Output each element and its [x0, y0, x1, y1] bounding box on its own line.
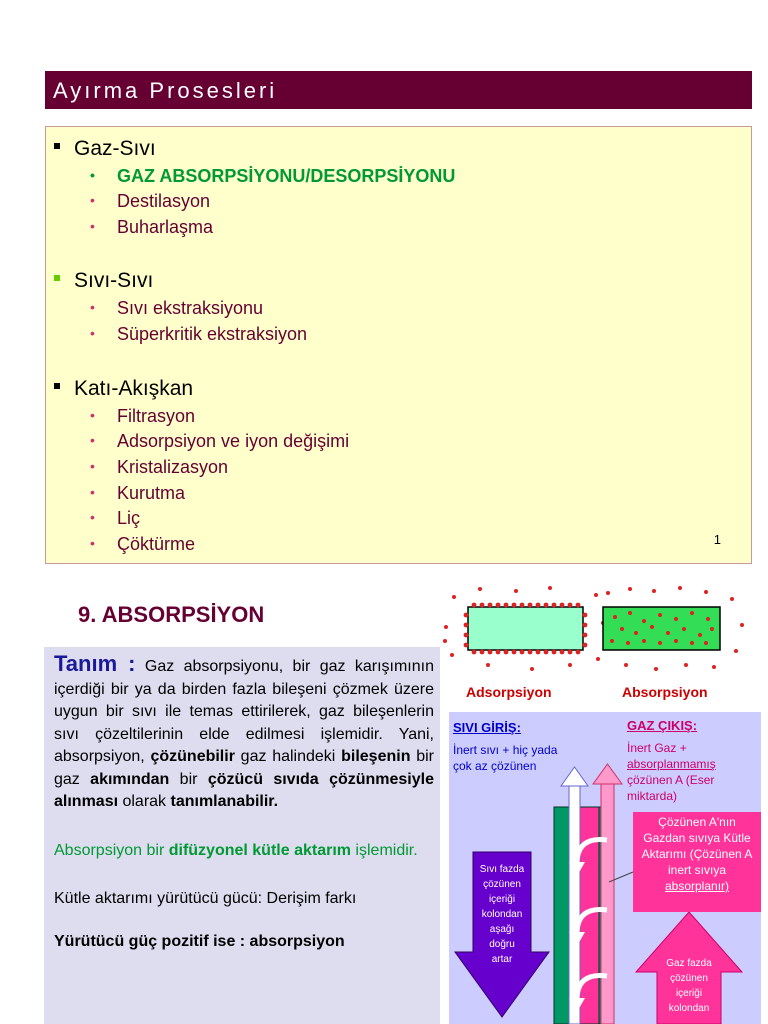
dot-bullet-icon: • [90, 299, 95, 315]
dot-bullet-icon: • [90, 407, 95, 423]
square-bullet-icon [54, 275, 60, 281]
adsorption-absorption-diagram [440, 585, 760, 680]
content-box [45, 126, 752, 564]
list-item: • Çöktürme [90, 534, 196, 554]
liquid-inlet-title: SIVI GİRİŞ: [453, 720, 521, 735]
gas-outlet-desc: İnert Gaz + absorplanmamış çözünen A (Eser miktarda) [627, 741, 716, 803]
liquid-phase-note: Sıvı fazda çözünen içeriği kolondan aşağı doğru artar [479, 864, 525, 965]
adsorption-label: Adsorpsiyon [466, 684, 552, 700]
group-heading: Sıvı-Sıvı [54, 269, 153, 293]
definition-panel [44, 647, 440, 1024]
gas-outlet-title: GAZ ÇIKIŞ: [627, 718, 698, 733]
dot-bullet-icon: • [90, 432, 95, 448]
absorption-label: Absorpsiyon [622, 684, 708, 700]
adsorption-diagram [443, 586, 605, 671]
dot-bullet-icon: • [90, 325, 95, 341]
square-bullet-icon [54, 383, 60, 389]
list-item: • Destilasyon [90, 191, 211, 211]
dot-bullet-icon: • [90, 458, 95, 474]
mass-transfer-note: Çözünen A'nın Gazdan sıvıya Kütle Aktarımı (Çözünen A inert sıvıya absorplanır) [633, 812, 761, 912]
dot-bullet-icon: • [90, 192, 95, 208]
slide-title: Ayırma Prosesleri [45, 71, 752, 109]
list-item: • Süperkritik ekstraksiyon [90, 324, 308, 344]
definition-text [54, 653, 434, 953]
absorption-column-diagram [449, 712, 761, 1024]
driving-force-note: Kütle aktarımı yürütücü gücü: Derişim farkı [54, 890, 357, 907]
group-heading: Katı-Akışkan [54, 377, 193, 401]
diffusion-note: Absorpsiyon bir difüzyonel kütle aktarım işlemidir. [54, 841, 418, 859]
list-item: • Kristalizasyon [90, 457, 229, 477]
liquid-inlet-desc: İnert sıvı + hiç yada çok az çözünen [453, 743, 558, 773]
dot-bullet-icon: • [90, 218, 95, 234]
dot-bullet-icon: • [90, 535, 95, 551]
list-item: • Sıvı ekstraksiyonu [90, 298, 264, 318]
list-item: • Kurutma [90, 483, 186, 503]
square-bullet-icon [54, 143, 60, 149]
definition-label: Tanım : [54, 651, 136, 676]
dot-bullet-icon: • [90, 167, 95, 183]
absorption-diagram [603, 586, 744, 671]
list-item: • Buharlaşma [90, 217, 214, 237]
group-heading: Gaz-Sıvı [54, 137, 156, 161]
list-item: • Adsorpsiyon ve iyon değişimi [90, 431, 350, 451]
dot-bullet-icon: • [90, 484, 95, 500]
list-item: • Liç [90, 508, 141, 528]
page-number: 1 [713, 532, 721, 547]
dot-bullet-icon: • [90, 509, 95, 525]
gas-phase-note: Gaz fazda çözünen içeriği kolondan [666, 958, 712, 1014]
list-item: • GAZ ABSORPSİYONU/DESORPSİYONU [90, 166, 456, 186]
section-title: 9. ABSORPSİYON [78, 602, 265, 627]
definition-paragraph: Tanım : Gaz absorpsiyonu, bir gaz karışımının içerdiği bir ya da birden fazla bileşeni çözmek üzere uygun bir sıvı ile temas ettirilerek, gaz bileşenlerin sıvı çözeltilerinin elde edilmesi işlemidir. Yani, absorpsiyon, çözünebilir gaz halindeki bileşenin bir gaz akımından bir çözücü sıvıda çözünmesiyle alınması olarak tanımlanabilir. [54, 651, 434, 810]
list-item: • Filtrasyon [90, 406, 196, 426]
positive-force-note: Yürütücü güç pozitif ise : absorpsiyon [54, 932, 345, 950]
